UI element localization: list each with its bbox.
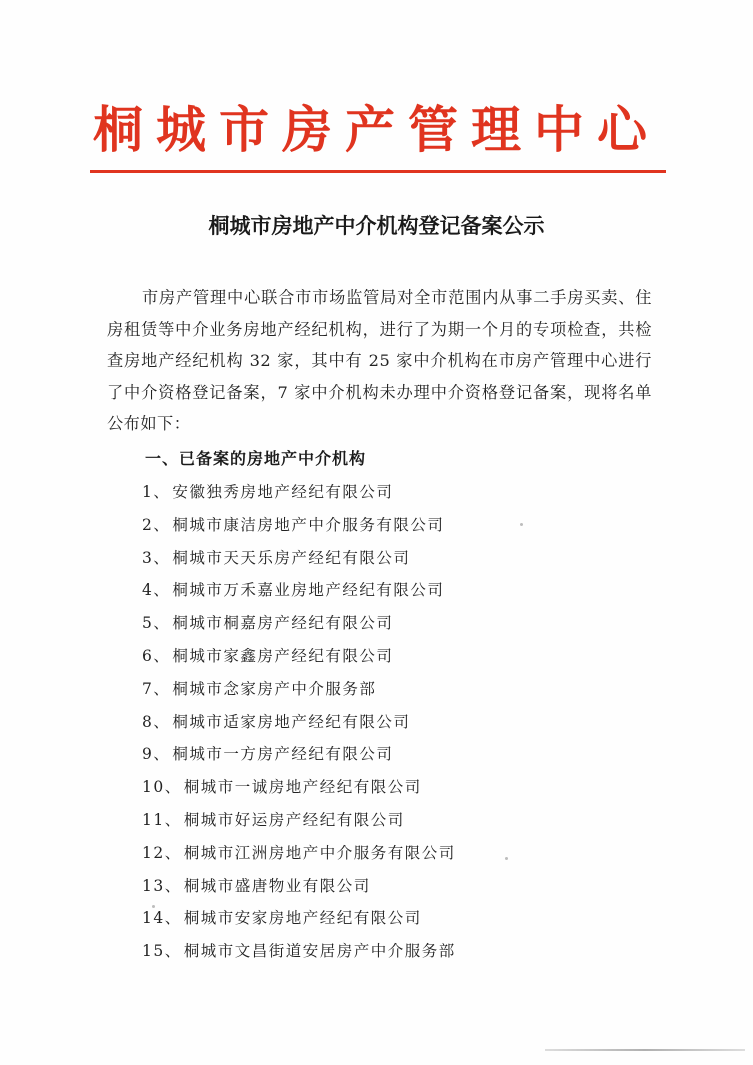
- agency-separator: 、: [164, 909, 182, 928]
- agency-index: 12: [142, 843, 165, 862]
- agency-index: 2: [142, 515, 154, 534]
- agency-name: 桐城市桐嘉房产经纪有限公司: [172, 614, 394, 633]
- agency-list-item: [142, 806, 456, 839]
- scan-speck: [520, 523, 523, 526]
- agency-list-item: [142, 511, 456, 544]
- agency-index: 13: [142, 876, 165, 895]
- agency-separator: 、: [153, 679, 171, 698]
- agency-index: 15: [142, 942, 165, 961]
- section-heading-registered: 一、已备案的房地产中介机构: [145, 449, 367, 468]
- agency-separator: 、: [153, 548, 171, 567]
- agency-index: 6: [142, 646, 154, 665]
- agency-name: 桐城市适家房地产经纪有限公司: [172, 712, 411, 731]
- agency-list-item: [142, 609, 456, 642]
- agency-name: 桐城市一方房产经纪有限公司: [172, 745, 394, 764]
- agency-index: 4: [142, 581, 154, 600]
- letterhead-red-rule: [90, 170, 666, 173]
- agency-index: 9: [142, 745, 154, 764]
- agency-separator: 、: [153, 646, 171, 665]
- agency-list-item: [142, 708, 456, 741]
- agency-separator: 、: [153, 745, 171, 764]
- letterhead-org-name: 桐城市房产管理中心: [93, 100, 660, 159]
- registered-agency-list: [142, 478, 456, 970]
- agency-separator: 、: [153, 483, 171, 501]
- agency-index: 1: [142, 483, 154, 501]
- scan-speck: [152, 905, 155, 908]
- agency-name: 桐城市家鑫房产经纪有限公司: [172, 646, 394, 665]
- agency-index: 3: [142, 548, 154, 567]
- agency-list-item: [142, 872, 456, 905]
- agency-list-item: [142, 839, 456, 872]
- agency-name: 桐城市一诚房地产经纪有限公司: [183, 778, 422, 797]
- agency-list-item: [142, 740, 456, 773]
- agency-name: 桐城市天天乐房产经纪有限公司: [172, 548, 411, 567]
- agency-name: 桐城市盛唐物业有限公司: [183, 876, 371, 895]
- scan-edge-line: [545, 1049, 745, 1051]
- agency-list-item: [142, 675, 456, 708]
- agency-list-item: [142, 937, 456, 970]
- agency-name: 桐城市念家房产中介服务部: [172, 679, 377, 698]
- agency-index: 10: [142, 778, 165, 797]
- agency-name: 桐城市好运房产经纪有限公司: [183, 810, 405, 829]
- agency-separator: 、: [164, 778, 182, 797]
- agency-index: 11: [142, 810, 165, 829]
- agency-list-item: [142, 904, 456, 937]
- intro-paragraph: 市房产管理中心联合市市场监管局对全市范围内从事二手房买卖、住房租赁等中介业务房地产经纪机构，进行了为期一个月的专项检查，共检查房地产经纪机构 32 家，其中有 25 家中介机构在市房产管理中心进行了中介资格登记备案，7 家中介机构未办理中介资格登记备案，现将名单公布如下：: [107, 288, 652, 433]
- agency-separator: 、: [153, 581, 171, 600]
- agency-list-item: [142, 544, 456, 577]
- agency-name: 桐城市安家房地产经纪有限公司: [183, 909, 422, 928]
- agency-name: 桐城市万禾嘉业房地产经纪有限公司: [172, 581, 445, 600]
- document-title: 桐城市房地产中介机构登记备案公示: [208, 214, 545, 238]
- agency-separator: 、: [153, 614, 171, 633]
- agency-index: 5: [142, 614, 154, 633]
- agency-separator: 、: [153, 712, 171, 731]
- scan-speck: [505, 857, 508, 860]
- agency-name: 桐城市康洁房地产中介服务有限公司: [172, 515, 445, 534]
- agency-separator: 、: [164, 810, 182, 829]
- agency-name: 安徽独秀房地产经纪有限公司: [172, 483, 394, 501]
- agency-list-item: [142, 478, 456, 511]
- agency-index: 8: [142, 712, 154, 731]
- agency-separator: 、: [153, 515, 171, 534]
- agency-separator: 、: [164, 876, 182, 895]
- agency-list-item: [142, 773, 456, 806]
- agency-name: 桐城市江洲房地产中介服务有限公司: [183, 843, 456, 862]
- agency-index: 14: [142, 909, 165, 928]
- agency-separator: 、: [164, 942, 182, 961]
- agency-list-item: [142, 576, 456, 609]
- agency-separator: 、: [164, 843, 182, 862]
- agency-index: 7: [142, 679, 154, 698]
- agency-name: 桐城市文昌街道安居房产中介服务部: [183, 942, 456, 961]
- agency-list-item: [142, 642, 456, 675]
